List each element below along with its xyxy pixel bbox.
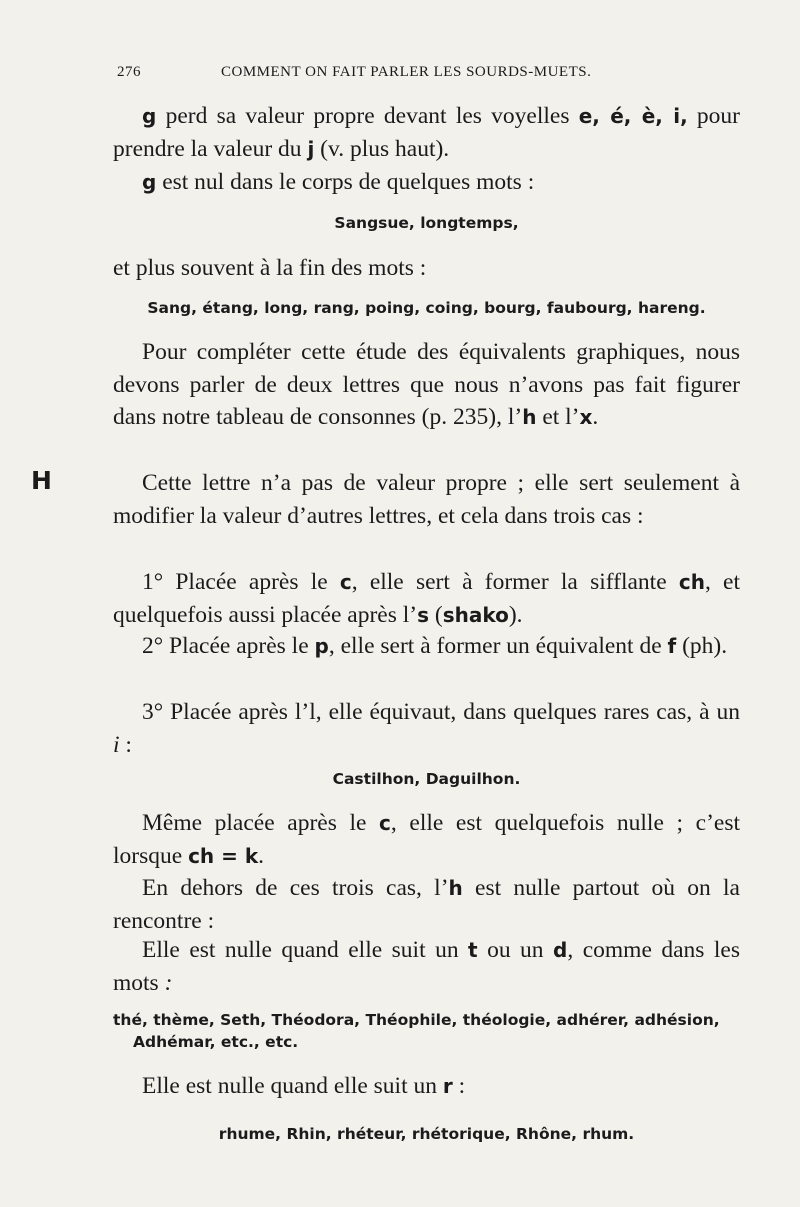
- paragraph-ch-k: Même placée après le c, elle est quelquefois nulle ; c’est lorsque ch = k.: [113, 810, 741, 869]
- paragraph-g-value: g perd sa valeur propre devant les voyelles e, é, è, i, pour prendre la valeur du j (v. plus haut).: [113, 103, 740, 162]
- running-title: COMMENT ON FAIT PARLER LES SOURDS-MUETS.: [221, 64, 592, 80]
- example-block-4: [113, 1009, 740, 1053]
- margin-letter: H: [31, 466, 52, 495]
- paragraph-case-2: 2° Placée après le p, elle sert à former un équivalent de f (ph).: [142, 633, 728, 659]
- paragraph-h-intro: Cette lettre n’a pas de valeur propre ; elle sert seulement à modifier la valeur d’autres lettres, et cela dans trois cas :: [113, 470, 740, 529]
- example-line-1: Sangsue, longtemps,: [334, 214, 519, 232]
- paragraph-after-r: Elle est nulle quand elle suit un r :: [142, 1073, 466, 1099]
- paragraph-h-null: En dehors de ces trois cas, l’h est nulle partout où on la rencontre :: [113, 875, 740, 934]
- page-number: 276: [117, 64, 141, 80]
- example-line-3: Castilhon, Daguilhon.: [332, 770, 521, 788]
- example-4-line-2: Adhémar, etc., etc.: [133, 1033, 299, 1051]
- paragraph-end-words: et plus souvent à la fin des mots :: [113, 255, 427, 281]
- example-line-2: Sang, étang, long, rang, poing, coing, bourg, faubourg, hareng.: [147, 299, 706, 317]
- paragraph-after-t-d: Elle est nulle quand elle suit un t ou un d, comme dans les mots :: [113, 937, 740, 996]
- paragraph-case-1: 1° Placée après le c, elle sert à former la sifflante ch, et quelquefois aussi placée après l’s (shako).: [113, 569, 741, 628]
- paragraph-equivalents: Pour compléter cette étude des équivalents graphiques, nous devons parler de deux lettres que nous n’avons pas fait figurer dans notre tableau de consonnes (p. 235), l’h et l’x.: [113, 339, 740, 430]
- example-4-line-1: thé, thème, Seth, Théodora, Théophile, théologie, adhérer, adhésion,: [113, 1011, 720, 1029]
- paragraph-g-null: g est nul dans le corps de quelques mots :: [142, 169, 535, 195]
- running-header: [117, 64, 740, 86]
- paragraph-case-3: 3° Placée après l’l, elle équivaut, dans quelques rares cas, à un i :: [113, 699, 740, 758]
- example-line-5: rhume, Rhin, rhéteur, rhétorique, Rhône, rhum.: [218, 1125, 635, 1143]
